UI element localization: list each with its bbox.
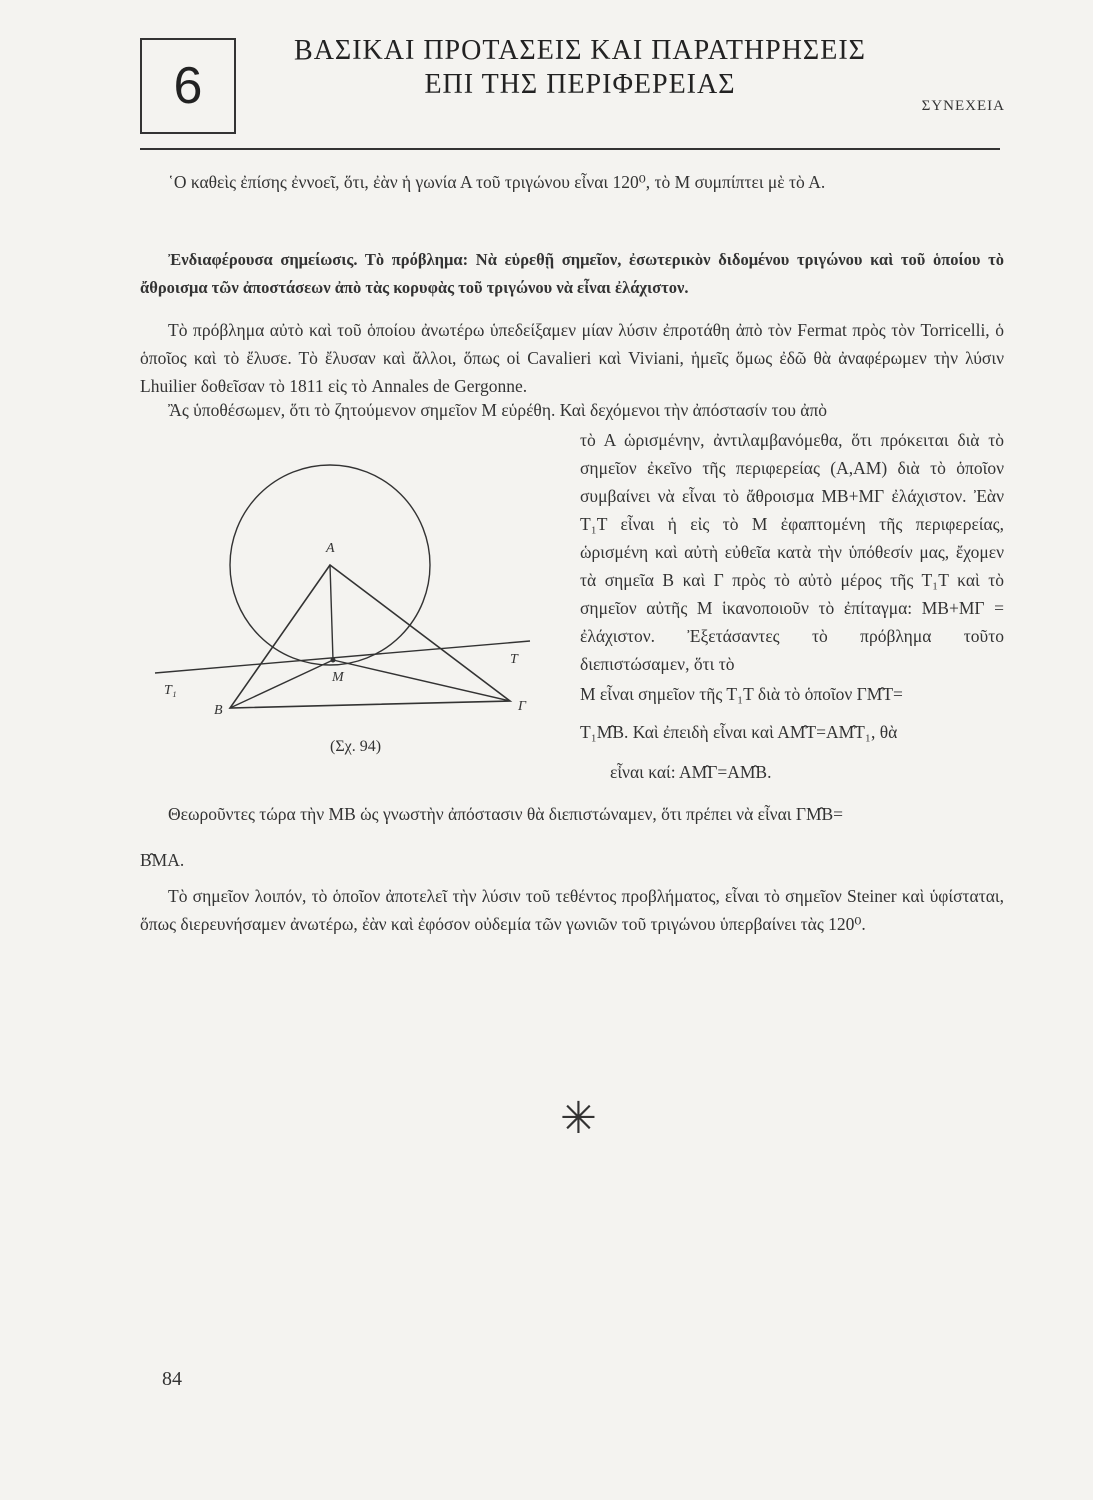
segment-AM — [330, 565, 333, 660]
paragraph-consider: Θεωροῦντες τώρα τὴν ΜΒ ὡς γνωστὴν ἀπόστασιν θὰ διεπιστώναμεν, ὅτι πρέπει νὰ εἶναι ΓΜ̂Β= — [168, 804, 844, 824]
triangle-ABG — [230, 565, 510, 708]
label-M: M — [332, 670, 344, 685]
paragraph-assume-right: τὸ Α ὡρισμένην, ἀντιλαμβανόμεθα, ὅτι πρόκειται διὰ τὸ σημεῖον ἐκεῖνο τῆς περιφερείας (Α,ΑΜ) διὰ τὸ ὁποῖον συμβαίνει νὰ εἶναι τὸ ἄθροισμα ΜΒ+ΜΓ ἐλάχιστον. Ἐὰν Τ₁Τ εἶναι ἡ εἰς τὸ Μ ἐφαπτομένη τῆς περιφερείας, ὡρισμένη καὶ αὐτὴ εὐθεῖα κατὰ τὴν ὑπόθεσίν μας, ἔχομεν τὰ σημεῖα Β καὶ Γ πρὸς τὸ αὐτὸ μέρος τῆς Τ₁Τ καὶ τὸ σημεῖον αὐτῆς Μ ἱκανοποιοῦν τὸ ἐπίταγμα: ΜΒ+ΜΓ = ἐλάχιστον. Ἐξετάσαντες τὸ πρόβλημα τοῦτο διεπιστώσαμεν, ὅτι τὸ — [580, 430, 1004, 674]
paragraph-assume-line3: εἶναι καί: ΑΜ̂Γ=ΑΜ̂Β. — [610, 762, 772, 782]
section-end-ornament: ✳ — [560, 1094, 597, 1143]
figure-caption: (Σχ. 94) — [330, 738, 382, 755]
label-T1: T₁ — [164, 683, 177, 698]
point-M — [331, 658, 336, 663]
chapter-title-line1: ΒΑΣΙΚΑΙ ΠΡΟΤΑΣΕΙΣ ΚΑΙ ΠΑΡΑΤΗΡΗΣΕΙΣ — [294, 35, 866, 66]
paragraph-history: Τὸ πρόβλημα αὐτὸ καὶ τοῦ ὁποίου ἀνωτέρω ὑπεδείξαμεν μίαν λύσιν ἐπροτάθη ἀπὸ τὸν Fermat πρὸς τὸν Torricelli, ὁ ὁποῖος καὶ τὸ ἔλυσε. Τὸ ἔλυσαν καὶ ἄλλοι, ὅπως οἱ Cavalieri καὶ Viviani, ἡμεῖς ὅμως ἐδῶ θὰ ἀναφέρωμεν τὴν λύσιν Lhuilier δοθεῖσαν τὸ 1811 εἰς τὸ Annales de Gergonne. — [140, 320, 1004, 396]
paragraph-note: Ἐνδιαφέρουσα σημείωσις. Τὸ πρόβλημα: Νὰ εὑρεθῇ σημεῖον, ἐσωτερικὸν διδομένου τριγώνου καὶ τοῦ ὁποίου τὸ ἄθροισμα τῶν ἀποστάσεων ἀπὸ τὰς κορυφὰς τοῦ τριγώνου νὰ εἶναι ἐλάχιστον. — [140, 250, 1004, 297]
paragraph-consider-end: Β̂ΜΑ. — [140, 850, 185, 870]
chapter-number-box — [140, 38, 236, 134]
page-number: 84 — [162, 1368, 182, 1390]
header-rule — [140, 148, 1000, 150]
paragraph-assume-line2: Τ₁Μ̂Β. Καὶ ἐπειδὴ εἶναι καὶ ΑΜ̂Τ=ΑΜ̂Τ₁, θὰ — [580, 722, 898, 742]
figure-94 — [150, 448, 550, 738]
chapter-title — [240, 34, 920, 102]
label-A: A — [326, 541, 335, 556]
label-G: Γ — [518, 699, 526, 714]
tangent-line-T1T — [155, 641, 530, 673]
paragraph-assume-start: Ἂς ὑποθέσωμεν, ὅτι τὸ ζητούμενον σημεῖον Μ εὑρέθη. Καὶ δεχόμενοι τὴν ἀπόστασίν του ἀπὸ — [168, 400, 828, 420]
paragraph-assume-line1: Μ εἶναι σημεῖον τῆς Τ₁Τ διὰ τὸ ὁποῖον ΓΜ̂Τ= — [580, 684, 903, 704]
chapter-number: 6 — [173, 57, 203, 115]
paragraph-conclusion: Τὸ σημεῖον λοιπόν, τὸ ὁποῖον ἀποτελεῖ τὴν λύσιν τοῦ τεθέντος προβλήματος, εἶναι τὸ σημεῖον Steiner καὶ ὑφίσταται, ὅπως διερευνήσαμεν ἀνωτέρω, ἐὰν καὶ ἐφόσον οὐδεμία τῶν γωνιῶν τοῦ τριγώνου ὑπερβαίνει τὰς 120⁰. — [140, 886, 1004, 934]
label-T: T — [510, 652, 518, 667]
continued-label: ΣΥΝΕΧΕΙΑ — [921, 98, 1005, 114]
paragraph-1: ῾Ο καθεὶς ἐπίσης ἐννοεῖ, ὅτι, ἐὰν ἡ γωνία Α τοῦ τριγώνου εἶναι 120⁰, τὸ Μ συμπίπτει μὲ τὸ Α. — [168, 172, 826, 192]
chapter-title-line2: ΕΠΙ ΤΗΣ ΠΕΡΙΦΕΡΕΙΑΣ — [424, 69, 736, 100]
label-B: B — [214, 703, 223, 718]
segment-MB — [230, 660, 333, 708]
